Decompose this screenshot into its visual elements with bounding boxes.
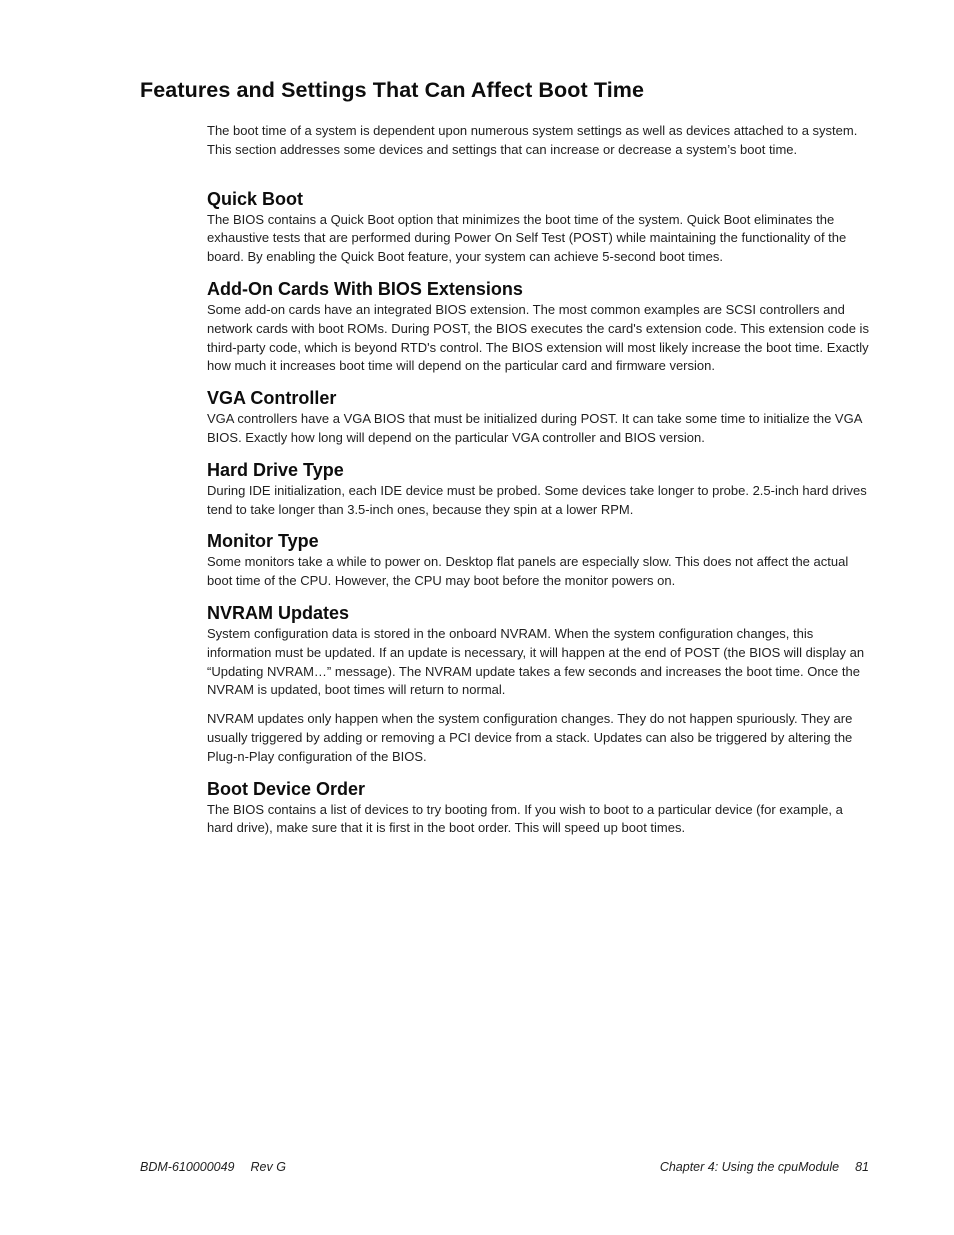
footer-left <box>140 1160 286 1174</box>
intro-paragraph: The boot time of a system is dependent upon numerous system settings as well as devices attached to a system. This section addresses some devices and settings that can increase or decrease a system’s boot time. <box>207 123 858 157</box>
footer-chapter: Chapter 4: Using the cpuModule <box>659 1160 840 1174</box>
heading-hard-drive-type: Hard Drive Type <box>207 459 344 480</box>
quick-boot-paragraph: The BIOS contains a Quick Boot option that minimizes the boot time of the system. Quick Boot eliminates the exhaustive tests that are performed during Power On Self Test (POST) while maintaining the functionality of the board. By enabling the Quick Boot feature, your system can achieve 5-second boot times. <box>207 211 847 265</box>
hard-drive-type-paragraph: During IDE initialization, each IDE device must be probed. Some devices take longer to probe. 2.5-inch hard drives tend to take longer than 3.5-inch ones, because they spin at a lower RPM. <box>207 482 867 517</box>
footer-doc-number: BDM-610000049 <box>140 1160 235 1174</box>
boot-device-order-paragraph: The BIOS contains a list of devices to try booting from. If you wish to boot to a particular device (for example, a hard drive), make sure that it is first in the boot order. This will speed up boot times. <box>207 801 843 836</box>
page-title: Features and Settings That Can Affect Boot Time <box>140 78 645 102</box>
add-on-cards-paragraph: Some add-on cards have an integrated BIOS extension. The most common examples are SCSI controllers and network cards with boot ROMs. During POST, the BIOS executes the card's extension code. This extension code is third-party code, which is beyond RTD's control. The BIOS extension will most likely increase the boot time. Exactly how much it increases boot time will depend on the particular card and firmware version. <box>207 301 869 374</box>
footer-right <box>660 1160 869 1174</box>
vga-controller-paragraph: VGA controllers have a VGA BIOS that must be initialized during POST. It can take some time to initialize the VGA BIOS. Exactly how long will depend on the particular VGA controller and BIOS version. <box>207 411 862 445</box>
nvram-updates-paragraph-2: NVRAM updates only happen when the system configuration changes. They do not happen spuriously. They are usually triggered by adding or removing a PCI device from a stack. Updates can also be triggered by altering the Plug-n-Play configuration of the BIOS. <box>207 711 853 764</box>
footer-revision: Rev G <box>250 1160 286 1174</box>
page-content <box>207 122 869 848</box>
heading-monitor-type: Monitor Type <box>207 531 319 552</box>
monitor-type-paragraph: Some monitors take a while to power on. Desktop flat panels are especially slow. This does not affect the actual boot time of the CPU. However, the CPU may boot before the monitor powers on. <box>207 554 849 589</box>
heading-vga-controller: VGA Controller <box>207 388 337 409</box>
heading-nvram-updates: NVRAM Updates <box>207 602 350 623</box>
heading-boot-device-order: Boot Device Order <box>207 778 366 799</box>
nvram-updates-paragraph-1: System configuration data is stored in the onboard NVRAM. When the system configuration changes, this information must be updated. If an update is necessary, it will happen at the end of POST (the BIOS will display an “Updating NVRAM…” message). The NVRAM update takes a few seconds and increases the boot time. Once the NVRAM is updated, boot times will return to normal. <box>207 625 865 698</box>
footer-page-number: 81 <box>855 1160 869 1174</box>
heading-quick-boot: Quick Boot <box>207 188 304 209</box>
heading-add-on-cards: Add-On Cards With BIOS Extensions <box>207 278 523 299</box>
